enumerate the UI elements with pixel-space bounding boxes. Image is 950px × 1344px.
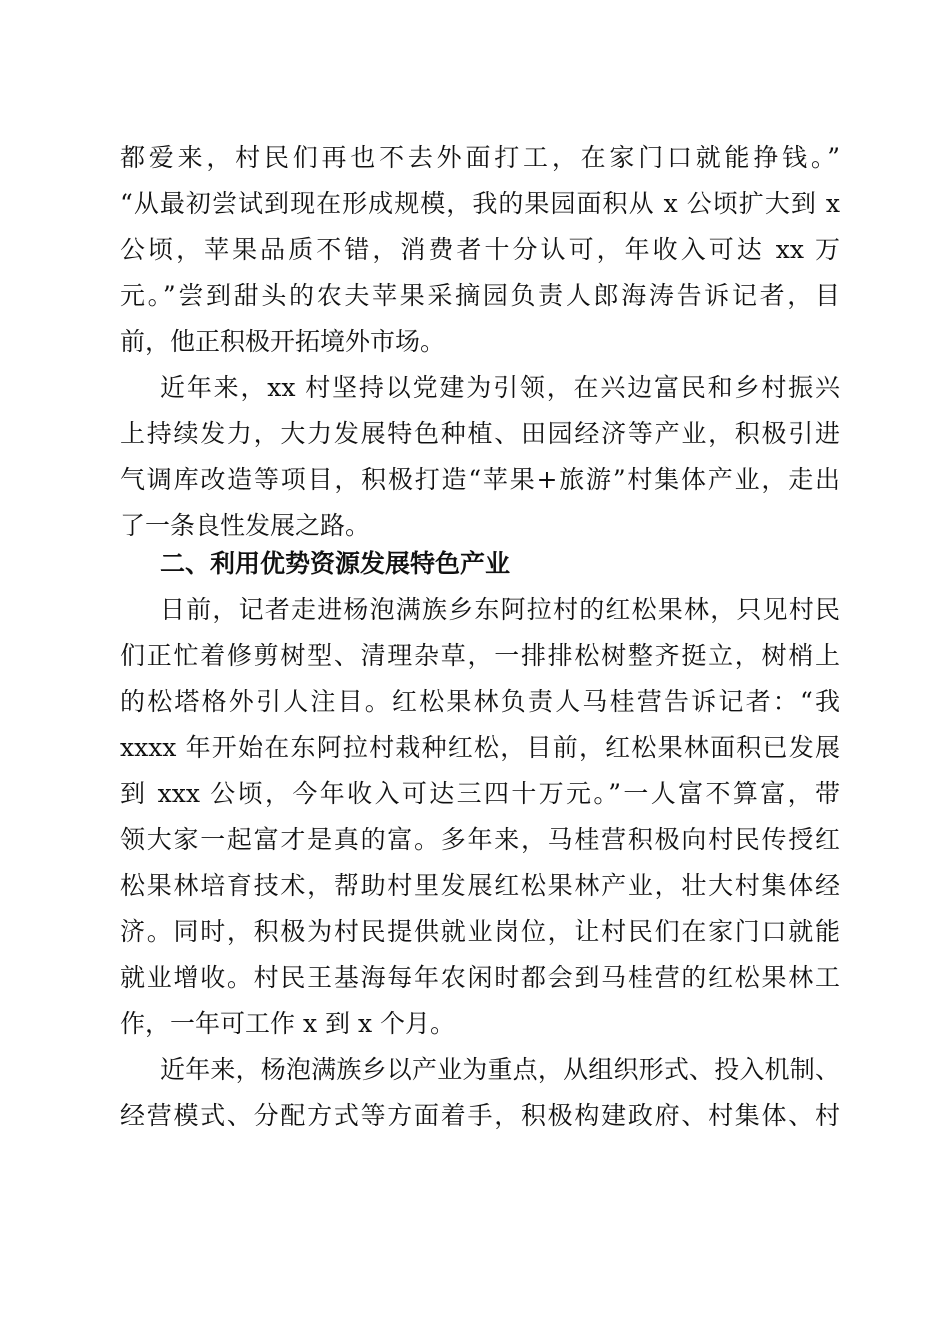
paragraph-3-line-2: 们正忙着修剪树型、清理杂草，一排排松树整齐挺立，树梢上 bbox=[120, 641, 840, 670]
paragraph-2-line-2: 上持续发力，大力发展特色种植、田园经济等产业，积极引进 bbox=[120, 419, 840, 448]
section-heading: 二、利用优势资源发展特色产业 bbox=[160, 549, 511, 578]
paragraph-3-line-9: 就业增收。村民王基海每年农闲时都会到马桂营的红松果林工 bbox=[120, 963, 840, 992]
paragraph-3-line-8: 济。同时，积极为村民提供就业岗位，让村民们在家门口就能 bbox=[120, 917, 840, 946]
paragraph-2-line-1: 近年来，xx 村坚持以党建为引领，在兴边富民和乡村振兴 bbox=[160, 373, 840, 402]
paragraph-4-line-1: 近年来，杨泡满族乡以产业为重点，从组织形式、投入机制、 bbox=[160, 1055, 840, 1084]
paragraph-1-line-3: 公顷，苹果品质不错，消费者十分认可，年收入可达 xx 万 bbox=[120, 235, 840, 264]
paragraph-3-line-4: xxxx 年开始在东阿拉村栽种红松，目前，红松果林面积已发展 bbox=[120, 733, 840, 762]
paragraph-3-line-10: 作，一年可工作 x 到 x 个月。 bbox=[120, 1009, 455, 1038]
paragraph-1-line-1: 都爱来，村民们再也不去外面打工，在家门口就能挣钱。” bbox=[120, 143, 840, 172]
paragraph-2-line-3: 气调库改造等项目，积极打造“苹果+旅游”村集体产业，走出 bbox=[120, 465, 840, 494]
paragraph-3-line-6: 领大家一起富才是真的富。多年来，马桂营积极向村民传授红 bbox=[120, 825, 840, 854]
paragraph-1-line-4: 元。”尝到甜头的农夫苹果采摘园负责人郎海涛告诉记者，目 bbox=[120, 281, 840, 310]
paragraph-1-line-5: 前，他正积极开拓境外市场。 bbox=[120, 327, 446, 356]
paragraph-3-line-1: 日前，记者走进杨泡满族乡东阿拉村的红松果林，只见村民 bbox=[160, 595, 840, 624]
paragraph-1-line-2: “从最初尝试到现在形成规模，我的果园面积从 x 公顷扩大到 x bbox=[120, 189, 840, 218]
paragraph-3-line-5: 到 xxx 公顷，今年收入可达三四十万元。”一人富不算富，带 bbox=[120, 779, 840, 808]
paragraph-3-line-3: 的松塔格外引人注目。红松果林负责人马桂营告诉记者：“我 bbox=[120, 687, 840, 716]
paragraph-4-line-2: 经营模式、分配方式等方面着手，积极构建政府、村集体、村 bbox=[120, 1101, 840, 1130]
paragraph-2-line-4: 了一条良性发展之路。 bbox=[120, 511, 371, 540]
paragraph-3-line-7: 松果林培育技术，帮助村里发展红松果林产业，壮大村集体经 bbox=[120, 871, 840, 900]
